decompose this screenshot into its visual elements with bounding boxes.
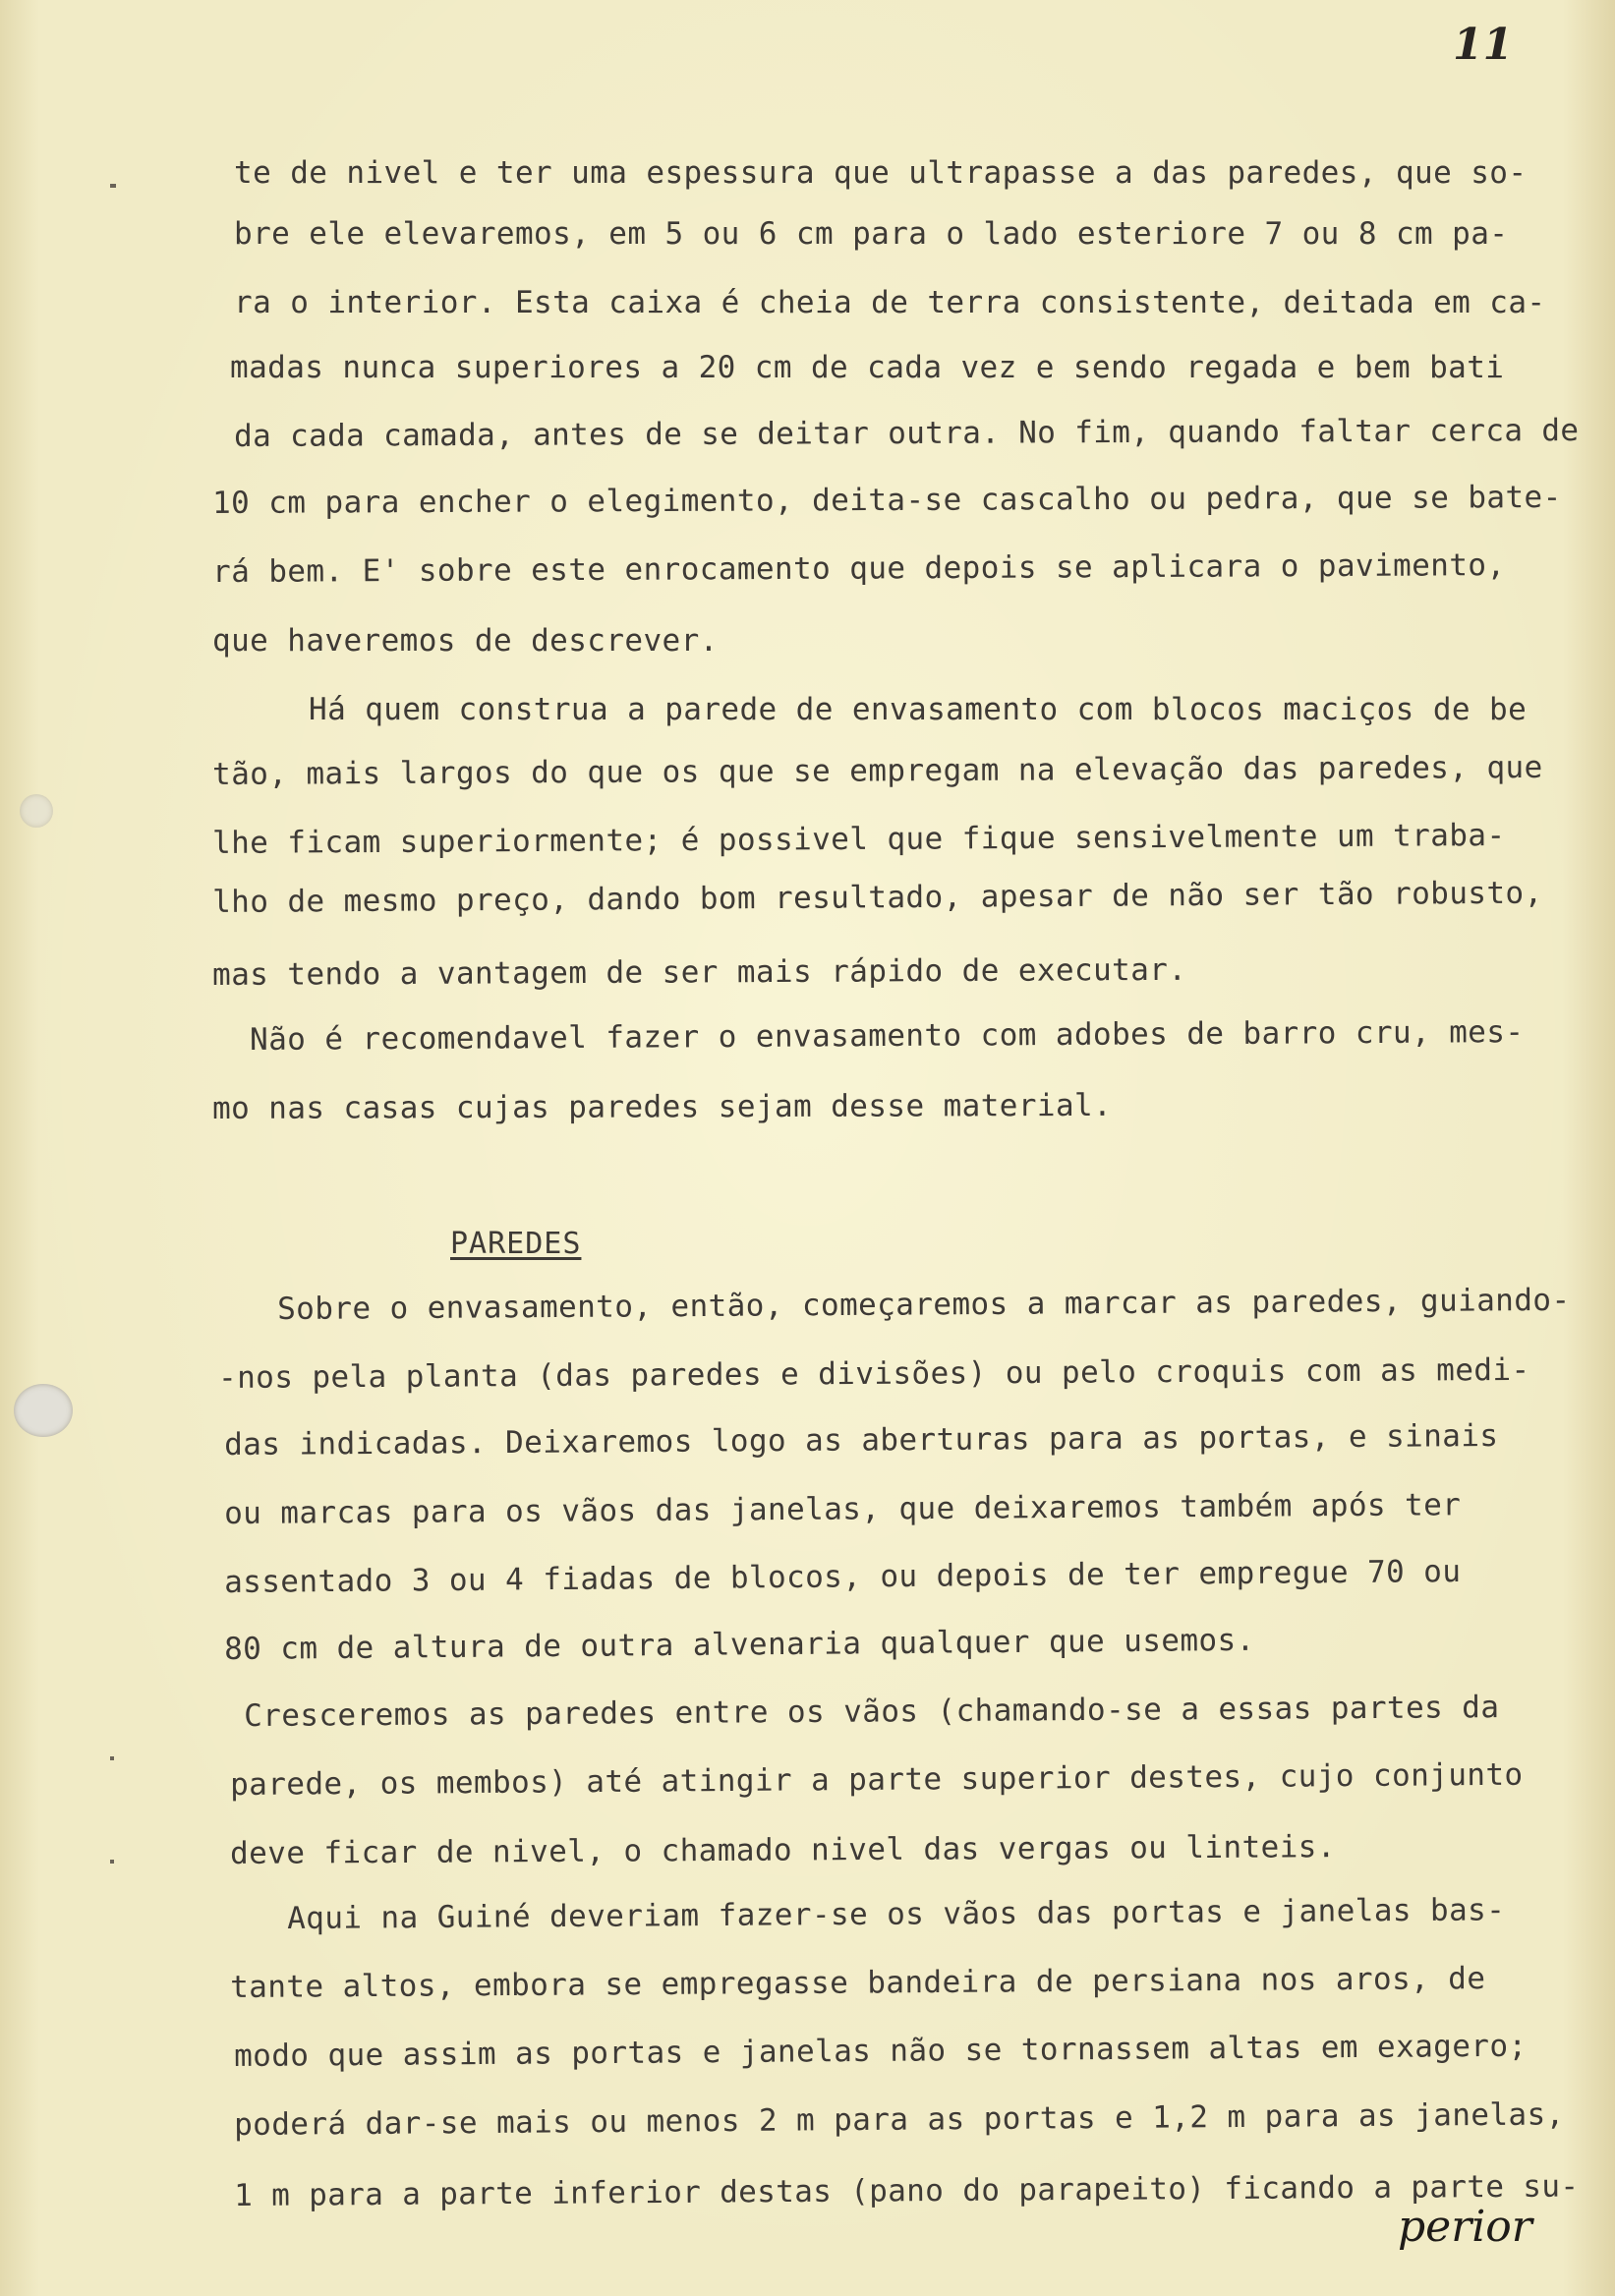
text-line: ra o interior. Esta caixa é cheia de terra consistente, deitada em ca- (234, 285, 1546, 320)
margin-mark (110, 1860, 114, 1864)
text-line: te de nivel e ter uma espessura que ultrapasse a das paredes, que so- (234, 155, 1528, 191)
text-line: Sobre o envasamento, então, começaremos a marcar as paredes, guiando- (277, 1282, 1571, 1327)
section-heading: PAREDES (450, 1227, 582, 1261)
text-line: da cada camada, antes de se deitar outra. No fim, quando faltar cerca de (234, 413, 1580, 454)
text-line: Não é recomendavel fazer o envasamento com adobes de barro cru, mes- (250, 1014, 1525, 1058)
text-line: lho de mesmo preço, dando bom resultado, apesar de não ser tão robusto, (212, 875, 1543, 920)
text-line: Há quem construa a parede de envasamento com blocos maciços de be (309, 692, 1528, 727)
text-line: das indicadas. Deixaremos logo as aberturas para as portas, e sinais (224, 1417, 1499, 1463)
text-line: ou marcas para os vãos das janelas, que deixaremos também após ter (224, 1487, 1462, 1531)
text-line: deve ficar de nivel, o chamado nivel das vergas ou linteis. (230, 1829, 1336, 1871)
text-line: que haveremos de descrever. (212, 623, 719, 659)
text-line: parede, os membos) até atingir a parte superior destes, cujo conjunto (230, 1756, 1524, 1803)
text-line: lhe ficam superiormente; é possivel que fique sensivelmente um traba- (212, 817, 1506, 861)
text-line: 10 cm para encher o elegimento, deita-se cascalho ou pedra, que se bate- (212, 480, 1562, 521)
text-line: 80 cm de altura de outra alvenaria qualquer que usemos. (224, 1622, 1255, 1667)
text-line: tante altos, embora se empregasse bandeira de persiana nos aros, de (230, 1961, 1486, 2005)
margin-mark (110, 184, 116, 188)
text-line: Cresceremos as paredes entre os vãos (chamando-se a essas partes da (244, 1690, 1500, 1734)
margin-mark (110, 1756, 114, 1760)
text-line: -nos pela planta (das paredes e divisões) ou pelo croquis com as medi- (218, 1351, 1530, 1396)
text-line: assentado 3 ou 4 fiadas de blocos, ou depois de ter empregue 70 ou (224, 1554, 1462, 1600)
text-line: Aqui na Guiné deveriam fazer-se os vãos das portas e janelas bas- (287, 1892, 1506, 1936)
text-line: poderá dar-se mais ou menos 2 m para as portas e 1,2 m para as janelas, (234, 2096, 1565, 2143)
text-line: mo nas casas cujas paredes sejam desse material. (212, 1087, 1113, 1126)
text-line: bre ele elevaremos, em 5 ou 6 cm para o lado esteriore 7 ou 8 cm pa- (234, 216, 1509, 252)
punch-hole (20, 794, 53, 828)
text-line: rá bem. E' sobre este enrocamento que depois se aplicara o pavimento, (212, 547, 1506, 590)
text-line: 1 m para a parte inferior destas (pano do parapeito) ficando a parte su- (234, 2168, 1580, 2213)
text-line: mas tendo a vantagem de ser mais rápido de executar. (212, 951, 1187, 993)
text-line: madas nunca superiores a 20 cm de cada vez e sendo regada e bem bati (230, 350, 1505, 385)
page-number: 11 (1453, 20, 1514, 70)
punch-hole (14, 1384, 73, 1437)
text-line: tão, mais largos do que os que se empregam na elevação das paredes, que (212, 749, 1543, 792)
handwritten-word: perior (1398, 2202, 1532, 2252)
text-line: modo que assim as portas e janelas não se tornassem altas em exagero; (234, 2028, 1528, 2074)
